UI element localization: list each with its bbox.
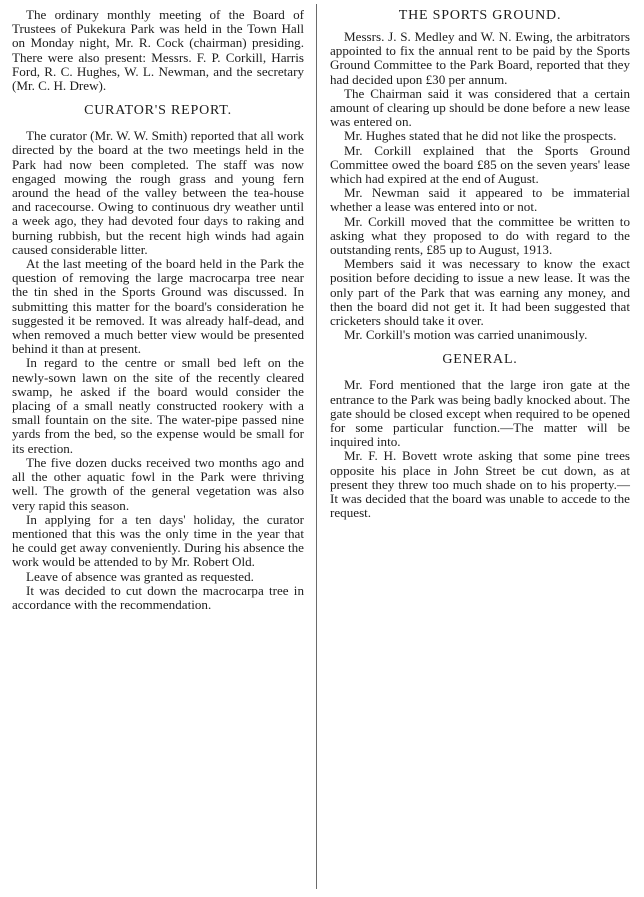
rookery-paragraph: In regard to the centre or small bed left on the newly-sown lawn on the site of the recently cleared swamp, he asked if the board would consider the placing of a small neatly constructed rookery with a small fountain on the site. The water-pipe passed nine yards from the bed, so the expense would be small for its erection. [12,355,304,456]
newman-paragraph: Mr. Newman said it appeared to be immaterial whether a lease was entered into or not. [330,185,630,215]
motion-carried-paragraph: Mr. Corkill's motion was carried unanimously. [344,327,588,343]
pine-trees-paragraph: Mr. F. H. Bovett wrote asking that some pine trees opposite his place in John Street be cut down, as at present they threw too much shade on to his property.—It was decided that the board was unable to accede to the request. [330,448,630,521]
corkill-explained-paragraph: Mr. Corkill explained that the Sports Ground Committee owed the board £85 on the seven years' lease which had expired at the end of August. [330,142,630,187]
chairman-paragraph: The Chairman said it was considered that a certain amount of clearing up should be done before a new lease was entered on. [330,85,630,130]
holiday-paragraph: In applying for a ten days' holiday, the curator mentioned that this was the only time in the year that he could get away conveniently. During his absence the work would be attended to by Mr. Robert Old. [12,511,304,570]
curators-report-heading: CURATOR'S REPORT. [84,103,232,119]
macrocarpa-paragraph: At the last meeting of the board held in the Park the question of removing the large macrocarpa tree near the tin shed in the Sports Ground was discussed. In submitting this matter for the board's consideration he suggested it be removed. It was already half-dead, and when removed a much better view would be presented behind it than at present. [12,256,304,357]
general-heading: GENERAL. [442,352,518,368]
column-divider [316,4,317,889]
decision-paragraph: It was decided to cut down the macrocarpa tree in accordance with the recommendation. [12,582,304,612]
corkill-moved-paragraph: Mr. Corkill moved that the committee be written to asking what they proposed to do with regard to the outstanding rents, £85 up to August, 1913. [330,213,630,258]
curator-report-paragraph: The curator (Mr. W. W. Smith) reported that all work directed by the board at the two meetings held in the Park had now been completed. The staff was now engaged mowing the rough grass and young fern around the head of the valley between the tea-house and racecourse. Owing to continuous dry weather until a week ago, they had devoted four days to raking and burning rubbish, but the recent high winds had again caused considerable litter. [12,128,304,257]
right-column [330,8,630,521]
members-paragraph: Members said it was necessary to know the exact position before deciding to issue a new lease. It was the only part of the Park that was earning any money, and then the board did not get it. It had been suggested that cricketers should take it over. [330,256,630,329]
left-column [12,8,304,612]
sports-ground-heading: THE SPORTS GROUND. [398,8,562,23]
arbitrators-paragraph: Messrs. J. S. Medley and W. N. Ewing, the arbitrators appointed to fix the annual rent to be paid by the Sports Ground Committee to the Park Board, reported that they had decided upon £30 per annum. [330,29,630,87]
hughes-paragraph: Mr. Hughes stated that he did not like the prospects. [344,128,617,144]
leave-paragraph: Leave of absence was granted as requested. [26,568,254,584]
iron-gate-paragraph: Mr. Ford mentioned that the large iron gate at the entrance to the Park was being badly knocked about. The gate should be closed except when required to be opened for some particular function.—The matter will be inquired into. [330,377,630,450]
ducks-paragraph: The five dozen ducks received two months ago and all the other aquatic fowl in the Park were thriving well. The growth of the general vegetation was also very rapid this season. [12,454,304,513]
meeting-intro-paragraph: The ordinary monthly meeting of the Board of Trustees of Pukekura Park was held in the Town Hall on Monday night, Mr. R. Cock (chairman) presiding. There were also present: Messrs. F. P. Corkill, Harris Ford, R. C. Hughes, W. L. Newman, and the secretary (Mr. C. H. Drew). [12,7,304,94]
